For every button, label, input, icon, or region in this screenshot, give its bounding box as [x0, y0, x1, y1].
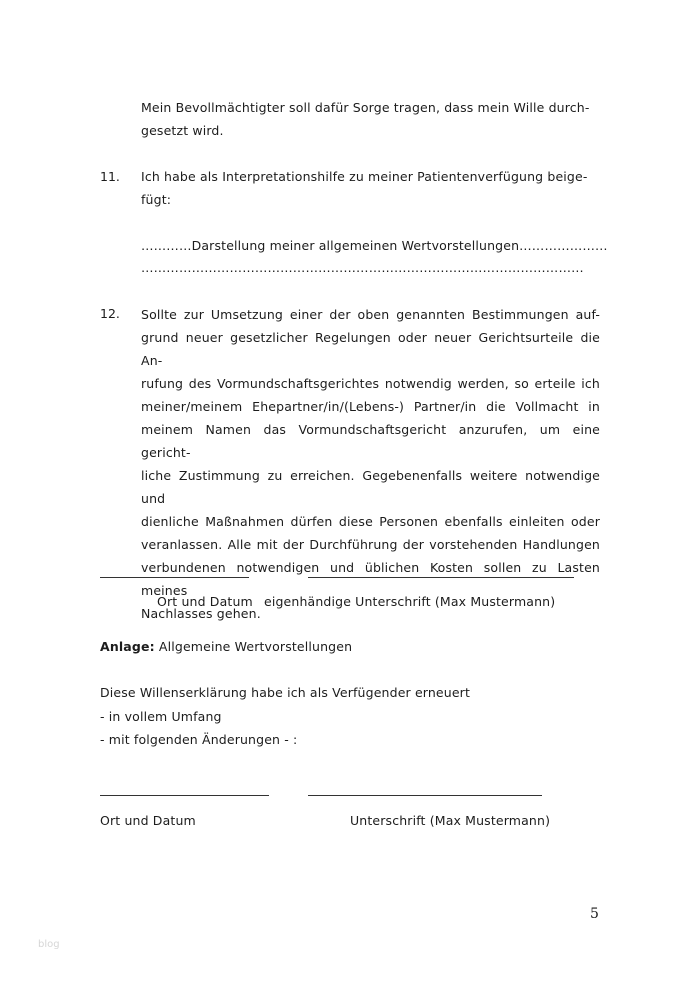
- renewal-line-1: Diese Willenserklärung habe ich als Verfügender erneuert: [100, 685, 471, 700]
- item-11-line-1: Ich habe als Interpretationshilfe zu meiner Patientenverfügung beige-: [141, 169, 588, 184]
- item-12-line: verbundenen notwendigen und üblichen Kosten sollen zu Lasten meines: [141, 560, 600, 598]
- item-12-line: rufung des Vormundschaftsgerichtes notwendig werden, so erteile ich: [141, 376, 600, 391]
- item-12-line: Nachlasses gehen.: [141, 606, 261, 621]
- item-12-number: 12.: [100, 306, 120, 321]
- watermark: blog: [38, 939, 60, 950]
- item-11-fill-1: …………Darstellung meiner allgemeinen Wertvorstellungen…………………: [141, 238, 608, 253]
- item-11-fill-2: ……………………………………………………………………………………………: [141, 260, 584, 275]
- item-12-line: grund neuer gesetzlicher Regelungen oder neuer Gerichtsurteile die An-: [141, 330, 600, 368]
- item-12-line: meiner/meinem Ehepartner/in/(Lebens-) Partner/in die Vollmacht in: [141, 399, 600, 414]
- item-12-line: veranlassen. Alle mit der Durchführung der vorstehenden Handlungen: [141, 537, 600, 552]
- item-12-line: liche Zustimmung zu erreichen. Gegebenenfalls weitere notwendige und: [141, 468, 600, 506]
- signature-2-line-signature: [308, 795, 542, 796]
- annex-label: Anlage:: [100, 639, 155, 654]
- signature-line-place-date: [100, 577, 249, 578]
- annex: [100, 639, 352, 655]
- item-11-line-2: fügt:: [141, 192, 172, 207]
- item-12-line: dienliche Maßnahmen dürfen diese Personen ebenfalls einleiten oder: [141, 514, 600, 529]
- item-12-line: meinem Namen das Vormundschaftsgericht anzurufen, um eine gericht-: [141, 422, 600, 460]
- annex-text: Allgemeine Wertvorstellungen: [158, 639, 353, 654]
- item-12-line: Sollte zur Umsetzung einer der oben genannten Bestimmungen auf-: [141, 307, 600, 322]
- page-number: 5: [590, 906, 599, 922]
- signature-line-signature: [308, 577, 574, 578]
- intro-line-1: Mein Bevollmächtigter soll dafür Sorge tragen, dass mein Wille durch-: [141, 100, 590, 115]
- signature-1-place-date-label: Ort und Datum: [157, 594, 253, 609]
- renewal-line-3: - mit folgenden Änderungen - :: [100, 732, 298, 747]
- intro-line-2: gesetzt wird.: [141, 123, 224, 138]
- signature-2-signature-label: Unterschrift (Max Mustermann): [350, 813, 551, 828]
- renewal-line-2: - in vollem Umfang: [100, 709, 222, 724]
- signature-1-signature-label: eigenhändige Unterschrift (Max Mustermann): [264, 594, 556, 609]
- signature-2-place-date-label: Ort und Datum: [100, 813, 196, 828]
- item-11-number: 11.: [100, 169, 120, 184]
- signature-2-line-place-date: [100, 795, 269, 796]
